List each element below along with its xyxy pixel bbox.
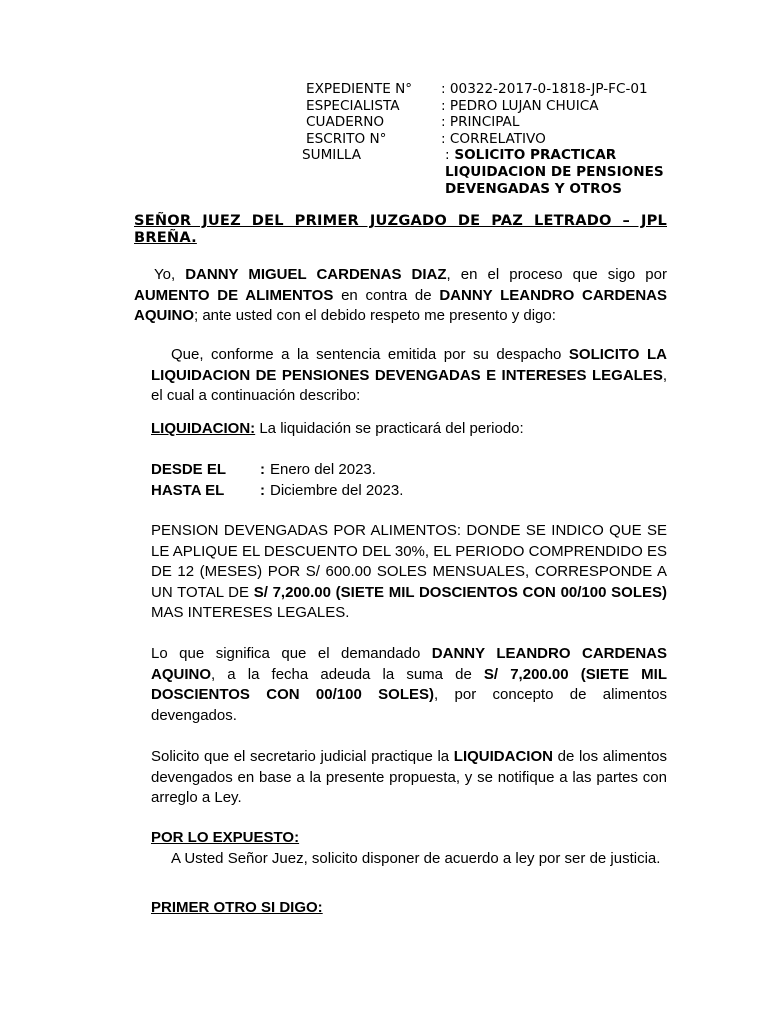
- desde-label: DESDE EL: [151, 461, 227, 478]
- especialista-value: : PEDRO LUJAN CHUICA: [441, 97, 599, 114]
- expediente-label: EXPEDIENTE N°: [306, 81, 413, 97]
- liquidacion-paragraph: [151, 419, 667, 440]
- hasta-colon: :: [260, 481, 265, 499]
- pension-text-2: MAS INTERESES LEGALES.: [151, 604, 350, 621]
- pension-paragraph: [151, 521, 667, 624]
- solicito-paragraph: [151, 747, 667, 809]
- defendant-name: DANNY LEANDRO CARDENAS AQUINO: [134, 286, 668, 324]
- process-type: AUMENTO DE ALIMENTOS: [134, 286, 334, 304]
- request-bold: SOLICITO LA LIQUIDACION DE PENSIONES DEVENGADAS E INTERESES LEGALES: [151, 346, 667, 384]
- por-lo-expuesto-section: [151, 828, 667, 869]
- escrito-value: : CORRELATIVO: [441, 130, 546, 147]
- intro-text-3: en contra de: [333, 286, 440, 304]
- request-text-1: Que, conforme a la sentencia emitida por su despacho: [171, 346, 569, 363]
- especialista-label: ESPECIALISTA: [306, 97, 400, 114]
- pension-total: S/ 7,200.00 (SIETE MIL DOSCIENTOS CON 00/100 SOLES): [253, 583, 667, 601]
- hasta-label: HASTA EL: [151, 481, 225, 499]
- debtor-name: DANNY LEANDRO CARDENAS AQUINO: [151, 645, 667, 683]
- sumilla-label: SUMILLA: [302, 147, 362, 164]
- sumilla-text: SOLICITO PRACTICAR LIQUIDACION DE PENSIONES DEVENGADAS Y OTROS: [445, 147, 664, 197]
- escrito-label: ESCRITO N°: [306, 130, 387, 147]
- solicito-bold: LIQUIDACION: [453, 748, 553, 765]
- hasta-row: [151, 481, 667, 502]
- debt-paragraph: [151, 644, 667, 726]
- solicito-text-1: Solicito que el secretario judicial practique la: [151, 748, 454, 765]
- cuaderno-label: CUADERNO: [306, 114, 385, 131]
- request-text-2: , el cual a continuación describo:: [151, 366, 667, 404]
- intro-text-4: ; ante usted con el debido respeto me presento y digo:: [194, 307, 556, 324]
- debt-amount: S/ 7,200.00 (SIETE MIL DOSCIENTOS CON 00/100 SOLES): [151, 665, 668, 703]
- solicito-text-2: de los alimentos devengados en base a la presente propuesta, y se notifique a las partes con arreglo a Ley.: [151, 748, 668, 806]
- debt-text-2: , a la fecha adeuda la suma de: [211, 665, 484, 683]
- primer-otrosi-heading: PRIMER OTRO SI DIGO:: [151, 899, 323, 916]
- request-paragraph: [151, 345, 667, 407]
- desde-row: [151, 460, 667, 481]
- petitioner-name: DANNY MIGUEL CARDENAS DIAZ: [185, 266, 447, 283]
- document-title: SEÑOR JUEZ DEL PRIMER JUZGADO DE PAZ LETRADO – JPL BREÑA.: [134, 212, 667, 246]
- intro-text-2: , en el proceso que sigo por: [446, 266, 667, 283]
- por-lo-expuesto-heading: POR LO EXPUESTO:: [151, 829, 300, 846]
- intro-text-1: Yo,: [154, 266, 186, 283]
- liquidacion-text: La liquidación se practicará del periodo:: [255, 420, 524, 437]
- debt-text-1: Lo que significa que el demandado: [151, 645, 432, 662]
- desde-value: Enero del 2023.: [270, 461, 376, 478]
- cuaderno-value: : PRINCIPAL: [441, 114, 520, 131]
- period-block: [151, 460, 667, 501]
- liquidacion-label: LIQUIDACION:: [151, 420, 256, 437]
- por-lo-expuesto-text: A Usted Señor Juez, solicito disponer de acuerdo a ley por ser de justicia.: [171, 849, 661, 867]
- pension-text-1: PENSION DEVENGADAS POR ALIMENTOS: DONDE SE INDICO QUE SE LE APLIQUE EL DESCUENTO DEL 30%, EL PERIODO COMPRENDIDO ES DE 12 (MESES) POR S/ 600.00 SOLES MENSUALES, CORRESPONDE A UN TOTAL DE: [151, 522, 667, 601]
- sumilla-value: [445, 147, 685, 197]
- sumilla-colon: :: [445, 147, 450, 164]
- debt-text-3: , por concepto de alimentos devengados.: [151, 686, 667, 724]
- primer-otrosi-section: [151, 898, 667, 919]
- desde-colon: :: [260, 461, 265, 478]
- intro-paragraph: [134, 265, 667, 327]
- expediente-value: : 00322-2017-0-1818-JP-FC-01: [441, 81, 648, 97]
- hasta-value: Diciembre del 2023.: [270, 481, 404, 499]
